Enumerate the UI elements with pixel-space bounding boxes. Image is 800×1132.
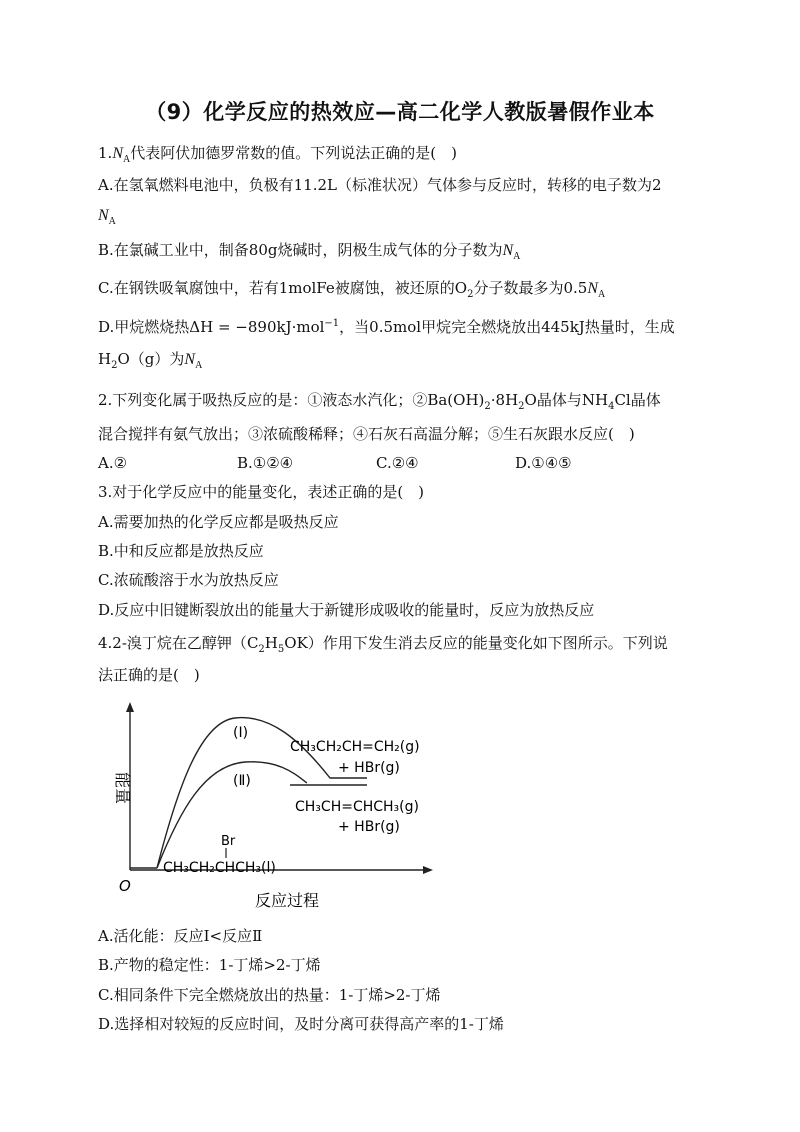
o2-subscript: 2 (467, 289, 474, 300)
h2o-h: H (98, 350, 112, 368)
nh4-subscript: 4 (608, 401, 615, 412)
na-subscript: A (513, 251, 521, 263)
na-letter: N (587, 280, 598, 297)
baoh2-part3: O (524, 391, 537, 409)
q1-option-d-line2 (98, 349, 202, 376)
product-2-formula: CH₃CH=CHCH₃(g) (295, 799, 419, 815)
q1-option-d-text-3: （g）为 (129, 350, 185, 368)
na-letter: N (112, 145, 123, 162)
c2h5ok-c: C (246, 634, 259, 652)
q4-option-b: B.产物的稳定性：1-丁烯>2-丁烯 (98, 956, 321, 974)
na-symbol (502, 242, 521, 263)
baoh2-formula (427, 391, 537, 412)
c2h5ok-subscript-1: 2 (258, 644, 265, 655)
q1-option-a-line2 (98, 205, 116, 232)
q1-option-d-text-2: ，当0.5mol甲烷完全燃烧放出445kJ热量时，生成 (339, 318, 675, 336)
q2-option-a: A.② (98, 454, 128, 472)
c2h5ok-subscript-2: 5 (277, 644, 285, 655)
q2-option-b: B.①②④ (237, 454, 294, 472)
q1-stem (98, 143, 457, 170)
na-symbol (184, 351, 203, 372)
baoh2-part1: Ba(OH) (427, 391, 485, 409)
q3-stem: 3.对于化学反应中的能量变化，表述正确的是( ) (98, 483, 425, 501)
q2-option-d: D.①④⑤ (515, 454, 572, 472)
o2-formula (454, 279, 474, 300)
q1-option-d-line1 (98, 314, 675, 337)
q1-option-c-text-2: 分子数最多为0.5 (473, 279, 588, 297)
na-letter: N (98, 207, 109, 224)
delta-h-unit-exponent: −1 (324, 318, 340, 329)
na-letter: N (184, 351, 196, 368)
q3-option-d: D.反应中旧键断裂放出的能量大于新键形成吸收的能量时，反应为放热反应 (98, 601, 595, 619)
q3-option-b: B.中和反应都是放热反应 (98, 542, 264, 560)
q1-option-c (98, 278, 605, 305)
q4-option-c: C.相同条件下完全燃烧放出的热量：1-丁烯>2-丁烯 (98, 986, 441, 1004)
curve-1-label: (Ⅰ) (233, 725, 249, 741)
q4-option-d: D.选择相对较短的反应时间，及时分离可获得高产率的1-丁烯 (98, 1015, 504, 1033)
c2h5ok-formula (246, 634, 308, 655)
x-axis-arrow-icon (423, 866, 433, 874)
energy-diagram (105, 700, 445, 915)
q1-option-a-line1: A.在氢氧燃料电池中，负极有11.2L（标准状况）气体参与反应时，转移的电子数为2 (98, 176, 662, 194)
baoh2-part2: ·8H (490, 391, 519, 409)
q2-stem-text-3: Cl晶体 (614, 391, 661, 409)
q1-option-b-text: B.在氯碱工业中，制备80g烧碱时，阴极生成气体的分子数为 (98, 241, 503, 259)
q2-option-c: C.②④ (376, 454, 419, 472)
na-symbol (112, 145, 131, 166)
product-2-hbr: + HBr(g) (338, 819, 400, 835)
baoh2-subscript-2: 2 (518, 401, 525, 412)
q1-option-d-text: D.甲烷燃烧热 (98, 318, 190, 336)
q4-stem-text: 4.2-溴丁烷在乙醇钾（ (98, 634, 247, 652)
curve-2-label: (Ⅱ) (233, 773, 251, 789)
q4-option-a: A.活化能：反应Ⅰ<反应Ⅱ (98, 927, 263, 945)
q1-option-c-text: C.在钢铁吸氧腐蚀中，若有1molFe被腐蚀，被还原的 (98, 279, 455, 297)
h2o-o: O (117, 350, 130, 368)
na-symbol (98, 207, 116, 228)
q3-option-a: A.需要加热的化学反应都是吸热反应 (98, 513, 339, 531)
product-1-hbr: + HBr(g) (338, 760, 400, 776)
page-title: （9）化学反应的热效应—高二化学人教版暑假作业本 (145, 100, 655, 124)
q2-stem-text: 2.下列变化属于吸热反应的是：①液态水汽化；② (98, 391, 428, 409)
q4-stem-text-2: ）作用下发生消去反应的能量变化如下图所示。下列说 (307, 634, 668, 652)
q1-option-b (98, 240, 520, 267)
q1-number: 1. (98, 144, 113, 162)
x-axis-label: 反应过程 (255, 891, 320, 910)
na-letter: N (502, 242, 514, 259)
q2-stem-line2: 混合搅拌有氨气放出；③浓硫酸稀释；④石灰石高温分解；⑤生石灰跟水反应( ) (98, 425, 635, 443)
na-subscript: A (122, 154, 131, 166)
q2-stem-text-2: 晶体与NH (536, 391, 609, 409)
q4-stem-line2: 法正确的是( ) (98, 666, 200, 684)
q2-stem-line1 (98, 390, 661, 417)
na-subscript: A (108, 216, 116, 228)
origin-label: O (119, 877, 131, 895)
c2h5ok-h: H (264, 634, 278, 652)
q3-option-c: C.浓硫酸溶于水为放热反应 (98, 571, 279, 589)
delta-h-value: ΔH = −890kJ·mol (189, 318, 325, 336)
y-axis-arrow-icon (126, 702, 134, 712)
q1-stem-text: 代表阿伏加德罗常数的值。下列说法正确的是( ) (130, 144, 457, 162)
na-subscript: A (598, 289, 606, 301)
h2o-subscript: 2 (111, 360, 118, 371)
o2-letter: O (454, 279, 468, 297)
c2h5ok-ok: OK (284, 634, 308, 652)
delta-h-expression (189, 318, 339, 336)
y-axis-label: 能量 (113, 772, 132, 805)
q4-stem-line1 (98, 633, 668, 660)
reactant-formula: CH₃CH₂CHCH₃(l) (163, 860, 276, 876)
product-1-formula: CH₃CH₂CH=CH₂(g) (290, 739, 420, 755)
baoh2-subscript: 2 (484, 401, 491, 412)
curve-reaction-2 (157, 762, 307, 868)
h2o-formula (98, 350, 130, 371)
na-subscript: A (195, 360, 203, 372)
na-symbol (587, 280, 606, 301)
reactant-br-label: Br (221, 834, 236, 849)
